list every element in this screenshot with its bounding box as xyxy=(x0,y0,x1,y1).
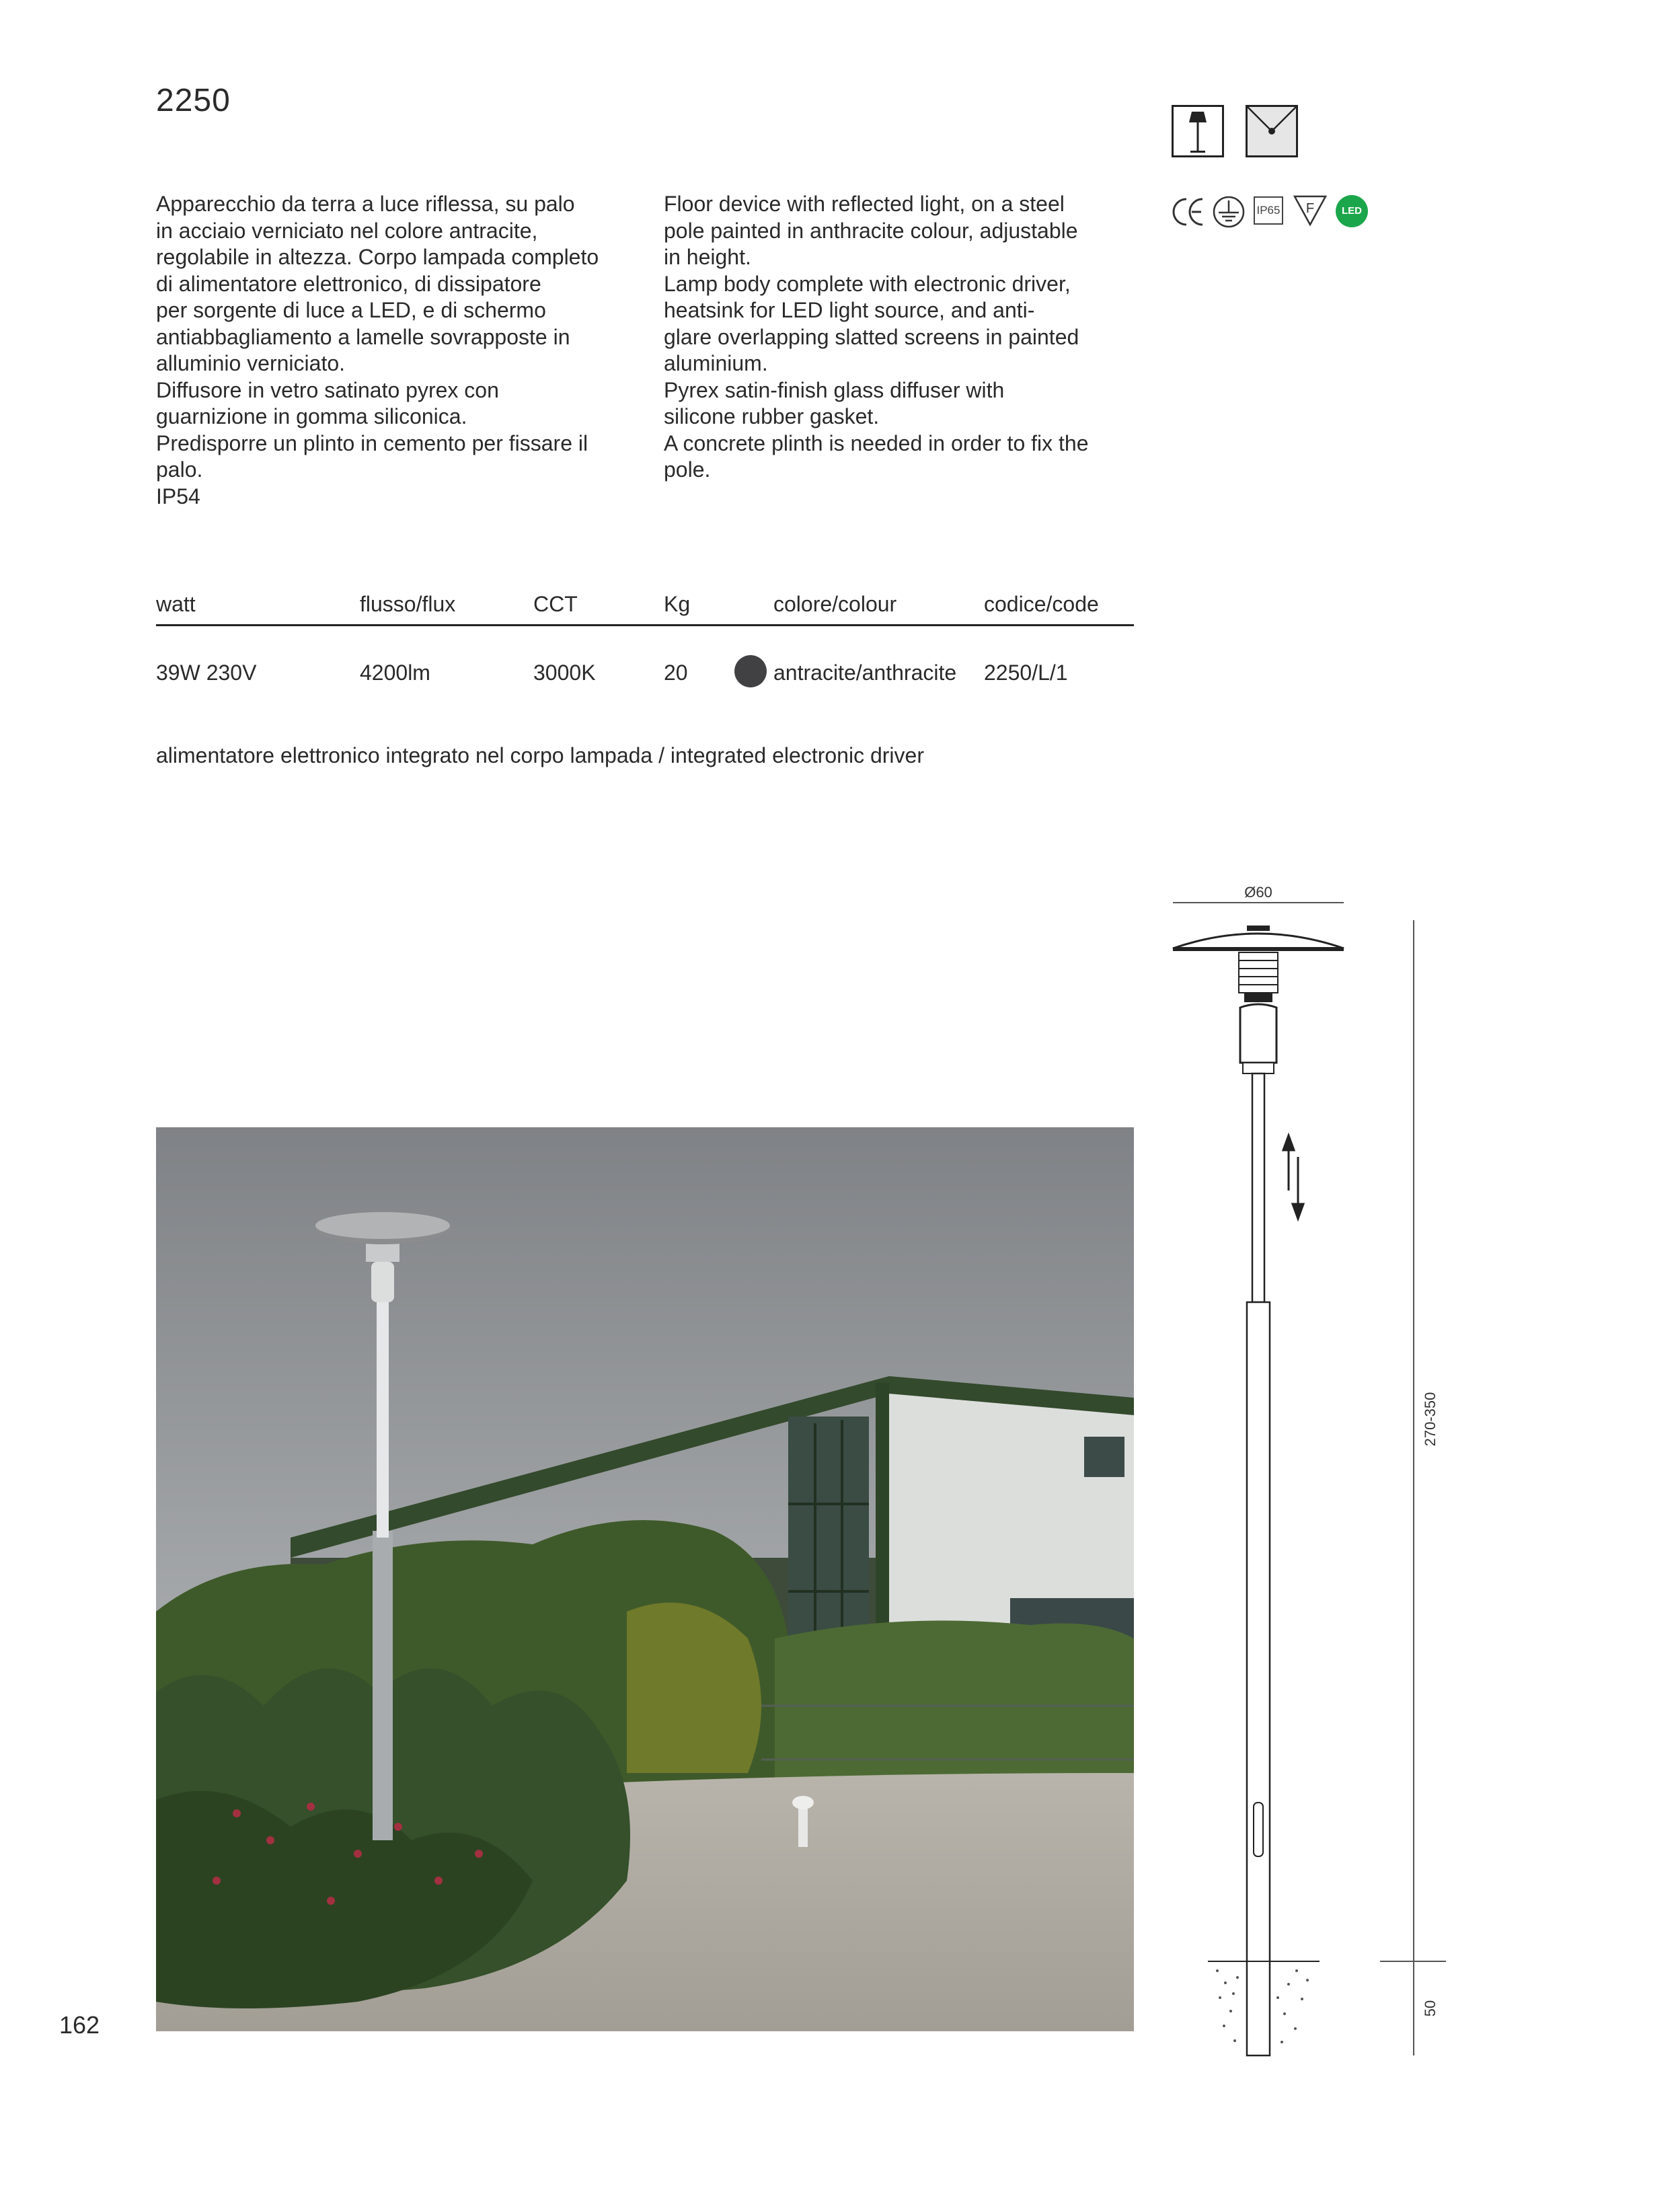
description-en-line: pole painted in anthracite colour, adjustable xyxy=(664,218,1078,243)
ip65-icon: IP65 xyxy=(1254,196,1283,225)
description-en-line: Lamp body complete with electronic driver, xyxy=(664,271,1071,296)
header-cct: CCT xyxy=(533,592,578,616)
depth-label: 50 xyxy=(1422,2000,1439,2017)
description-italian xyxy=(156,191,640,510)
page-number: 162 xyxy=(59,2011,100,2039)
product-photo xyxy=(156,1127,1134,2031)
description-en-line: heatsink for LED light source, and anti- xyxy=(664,298,1035,322)
description-it-line: alluminio verniciato. xyxy=(156,351,346,375)
description-it-line: per sorgente di luce a LED, e di schermo xyxy=(156,298,546,322)
colour-swatch xyxy=(734,655,767,687)
driver-note: alimentatore elettronico integrato nel corpo lampada / integrated electronic driver xyxy=(156,743,924,767)
description-en-line: pole. xyxy=(664,457,711,482)
description-it-line: guarnizione in gomma siliconica. xyxy=(156,404,467,428)
header-kg: Kg xyxy=(664,592,691,616)
floor-lamp-icon xyxy=(1172,105,1224,161)
table-divider xyxy=(156,624,1134,626)
description-it-line: Diffusore in vetro satinato pyrex con xyxy=(156,377,499,402)
description-it-line: di alimentatore elettronico, di dissipatore xyxy=(156,271,541,296)
description-it-line: palo. xyxy=(156,457,203,482)
cell-code: 2250/L/1 xyxy=(984,661,1068,685)
description-en-line: silicone rubber gasket. xyxy=(664,404,880,428)
product-code-title: 2250 xyxy=(156,83,231,118)
technical-drawing xyxy=(1163,861,1459,2065)
description-en-line: Floor device with reflected light, on a steel xyxy=(664,192,1065,216)
header-watt: watt xyxy=(156,592,196,616)
header-flux: flusso/flux xyxy=(360,592,456,616)
header-colour: colore/colour xyxy=(773,592,897,616)
f-mark-icon xyxy=(1293,194,1328,231)
cell-colour: antracite/anthracite xyxy=(773,661,957,685)
description-it-line: regolabile in altezza. Corpo lampada completo xyxy=(156,245,599,269)
description-it-line: Predisporre un plinto in cemento per fissare il xyxy=(156,430,588,455)
height-label: 270-350 xyxy=(1422,1392,1439,1447)
description-en-line: A concrete plinth is needed in order to fix the xyxy=(664,430,1089,455)
description-it-line: in acciaio verniciato nel colore antracite, xyxy=(156,218,538,243)
description-it-line: IP54 xyxy=(156,484,200,508)
ceiling-spot-icon xyxy=(1246,105,1298,161)
description-it-line: Apparecchio da terra a luce riflessa, su palo xyxy=(156,192,575,216)
cell-cct: 3000K xyxy=(533,661,596,685)
cell-kg: 20 xyxy=(664,661,688,685)
description-english xyxy=(664,191,1148,484)
description-en-line: in height. xyxy=(664,245,751,269)
f-mark-label: F xyxy=(1305,201,1315,216)
led-badge-icon: LED xyxy=(1336,195,1368,227)
description-en-line: aluminium. xyxy=(664,351,768,375)
header-code: codice/code xyxy=(984,592,1099,616)
diameter-label: Ø60 xyxy=(1244,884,1272,901)
cell-flux: 4200lm xyxy=(360,661,430,685)
ce-mark-icon xyxy=(1172,195,1205,232)
description-en-line: Pyrex satin-finish glass diffuser with xyxy=(664,377,1005,402)
description-it-line: antiabbagliamento a lamelle sovrapposte in xyxy=(156,324,570,349)
earth-ground-icon xyxy=(1212,195,1246,232)
description-en-line: glare overlapping slatted screens in painted xyxy=(664,324,1079,349)
cell-watt: 39W 230V xyxy=(156,661,257,685)
